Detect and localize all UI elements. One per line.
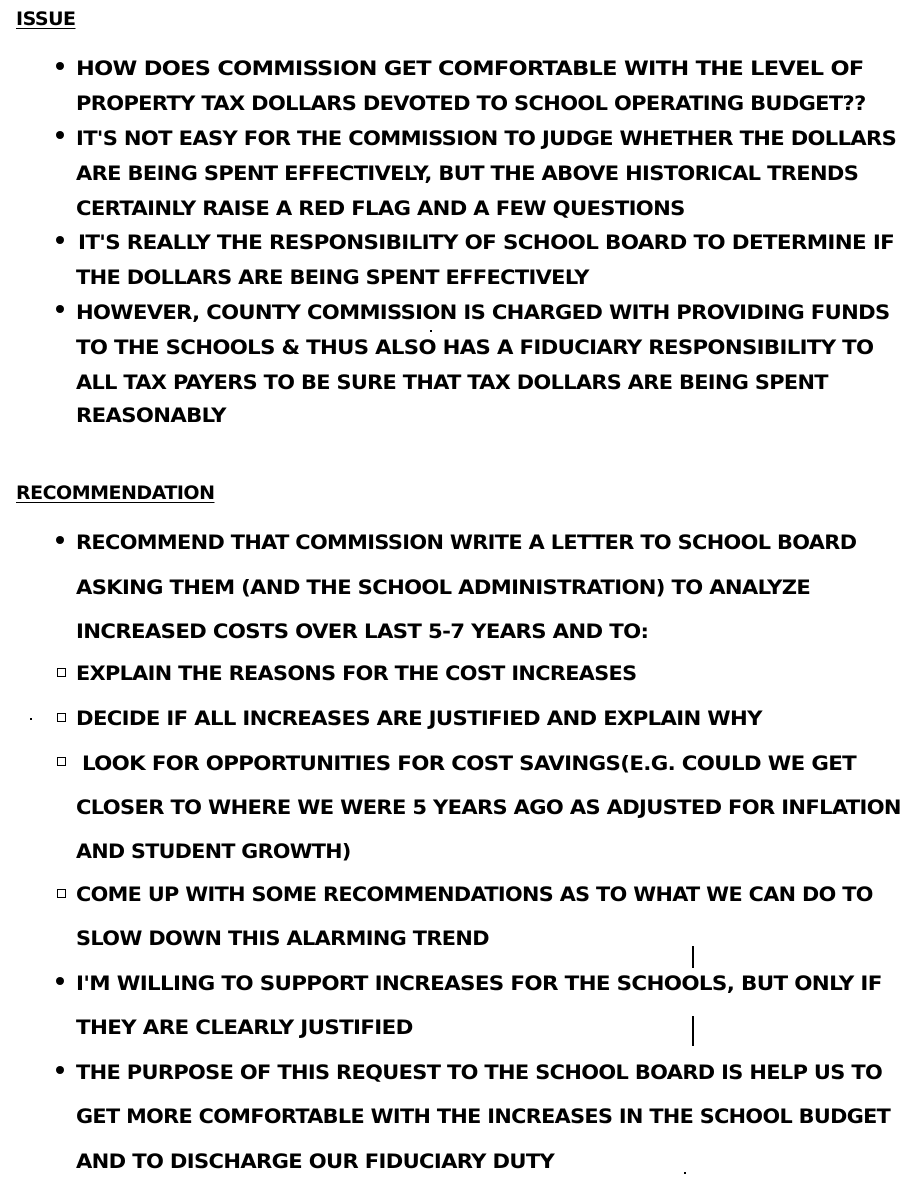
text-line: EXPLAIN THE REASONS FOR THE COST INCREASES (76, 662, 637, 685)
text-line: TO THE SCHOOLS & THUS ALSO HAS A FIDUCIARY RESPONSIBILITY TO (76, 336, 874, 359)
scan-speck (30, 718, 32, 720)
square-bullet-icon (57, 713, 66, 722)
text-line: COME UP WITH SOME RECOMMENDATIONS AS TO WHAT WE CAN DO TO (76, 883, 873, 906)
scan-mark (692, 946, 694, 968)
square-bullet-icon (57, 668, 66, 677)
bullet-dot (56, 305, 64, 313)
text-line: THEY ARE CLEARLY JUSTIFIED (76, 1016, 413, 1039)
text-line: THE PURPOSE OF THIS REQUEST TO THE SCHOOL BOARD IS HELP US TO (76, 1061, 883, 1084)
scan-speck (430, 330, 432, 332)
text-line: HOWEVER, COUNTY COMMISSION IS CHARGED WITH PROVIDING FUNDS (76, 301, 890, 324)
square-bullet-icon (57, 889, 66, 898)
text-line: ALL TAX PAYERS TO BE SURE THAT TAX DOLLARS ARE BEING SPENT (76, 371, 828, 394)
text-line: LOOK FOR OPPORTUNITIES FOR COST SAVINGS(E.G. COULD WE GET (82, 752, 857, 775)
scan-speck (684, 1172, 686, 1174)
text-line: AND STUDENT GROWTH) (76, 840, 351, 863)
bullet-dot (56, 236, 64, 244)
text-line: INCREASED COSTS OVER LAST 5-7 YEARS AND TO: (76, 620, 649, 643)
bullet-dot (56, 536, 64, 544)
text-line: CLOSER TO WHERE WE WERE 5 YEARS AGO AS ADJUSTED FOR INFLATION (76, 796, 901, 819)
text-line: IT'S NOT EASY FOR THE COMMISSION TO JUDGE WHETHER THE DOLLARS (76, 127, 897, 150)
bullet-dot (56, 131, 64, 139)
bullet-dot (56, 62, 64, 70)
text-line: HOW DOES COMMISSION GET COMFORTABLE WITH THE LEVEL OF (76, 57, 864, 80)
text-line: REASONABLY (76, 404, 226, 427)
text-line: ARE BEING SPENT EFFECTIVELY, BUT THE ABOVE HISTORICAL TRENDS (76, 162, 859, 185)
text-line: SLOW DOWN THIS ALARMING TREND (76, 927, 489, 950)
bullet-dot (56, 977, 64, 985)
recommendation-heading: RECOMMENDATION (16, 482, 215, 504)
square-bullet-icon (57, 757, 66, 766)
text-line: THE DOLLARS ARE BEING SPENT EFFECTIVELY (76, 266, 589, 289)
bullet-dot (56, 1066, 64, 1074)
text-line: CERTAINLY RAISE A RED FLAG AND A FEW QUESTIONS (76, 197, 685, 220)
issue-heading: ISSUE (16, 8, 76, 30)
text-line: I'M WILLING TO SUPPORT INCREASES FOR THE SCHOOLS, BUT ONLY IF (76, 972, 882, 995)
text-line: AND TO DISCHARGE OUR FIDUCIARY DUTY (76, 1150, 555, 1173)
text-line: DECIDE IF ALL INCREASES ARE JUSTIFIED AND EXPLAIN WHY (76, 707, 762, 730)
text-line: IT'S REALLY THE RESPONSIBILITY OF SCHOOL BOARD TO DETERMINE IF (78, 231, 895, 254)
text-line: PROPERTY TAX DOLLARS DEVOTED TO SCHOOL OPERATING BUDGET?? (76, 92, 866, 115)
text-line: GET MORE COMFORTABLE WITH THE INCREASES IN THE SCHOOL BUDGET (76, 1105, 891, 1128)
text-line: RECOMMEND THAT COMMISSION WRITE A LETTER TO SCHOOL BOARD (76, 531, 857, 554)
scan-mark (692, 1016, 694, 1046)
text-line: ASKING THEM (AND THE SCHOOL ADMINISTRATION) TO ANALYZE (76, 576, 811, 599)
